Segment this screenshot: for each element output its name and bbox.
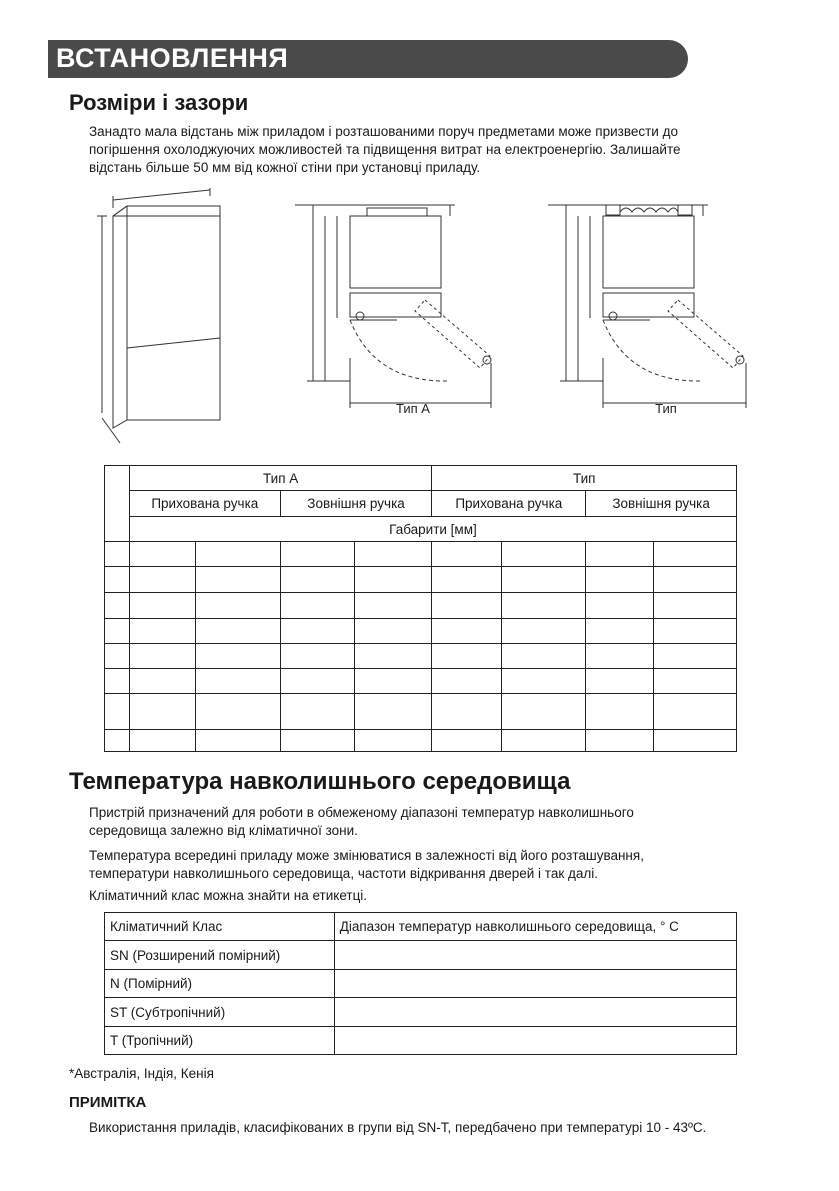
table-row [105,941,737,970]
temperature-heading: Температура навколишнього середовища [69,768,571,795]
table-header-external-handle-a: Зовнішня ручка [280,491,432,517]
note-text: Використання приладів, класифікованих в групи від SN-T, передбачено при температурі 10 - 43ºC. [89,1120,707,1135]
temperature-paragraph-3: Кліматичний клас можна знайти на етикетці. [89,888,368,903]
banner-title: ВСТАНОВЛЕННЯ [56,43,289,73]
table-header-dimensions-unit: Габарити [мм] [129,517,736,542]
climate-range-cell [334,998,736,1027]
climate-range-cell [334,941,736,970]
climate-class-cell: ST (Субтропічний) [105,998,335,1027]
type-b-label: Тип [655,401,677,413]
footnote: *Австралія, Індія, Кенія [69,1066,214,1081]
climate-class-table [104,912,737,1055]
climate-header-class: Кліматичний Клас [105,913,335,941]
table-row [105,567,737,593]
table-header-hidden-handle-a: Прихована ручка [129,491,280,517]
table-row [105,1027,737,1055]
climate-class-cell: N (Помірний) [105,970,335,998]
temperature-paragraph-1 [89,804,789,840]
table-row [105,730,737,752]
table-row [105,998,737,1027]
table-header-type-b: Тип [432,466,737,491]
temperature-paragraph-line: середовища залежно від кліматичної зони. [89,823,358,838]
table-row [105,593,737,619]
temperature-paragraph-line: Температура всередині приладу може змінюватися в залежності від його розташування, [89,848,644,863]
table-row [105,644,737,669]
table-row [105,669,737,694]
climate-class-cell: SN (Розширений помірний) [105,941,335,970]
fridge-perspective-drawing [85,188,245,448]
temperature-paragraph-line: температури навколишнього середовища, частоти відкривання дверей і так далі. [89,866,599,881]
table-row [105,619,737,644]
type-a-side-view-drawing [295,198,505,413]
table-header-external-handle-b: Зовнішня ручка [586,491,737,517]
temperature-paragraph-line: Пристрій призначений для роботи в обмеженому діапазоні температур навколишнього [89,805,634,820]
dimensions-paragraph-line: відстань більше 50 мм від кожної стіни при установці приладу. [89,160,481,175]
dimensions-heading: Розміри і зазори [69,90,249,115]
climate-class-cell: T (Тропічний) [105,1027,335,1055]
dimensions-paragraph-line: Занадто мала відстань між приладом і розташованими поруч предметами може призвести до [89,124,678,139]
dimensions-table [104,465,737,752]
table-header-hidden-handle-b: Прихована ручка [432,491,586,517]
climate-range-cell [334,970,736,998]
table-row [105,694,737,730]
table-corner-cell [105,466,130,542]
type-b-side-view-drawing [548,198,758,413]
table-header-type-a: Тип A [129,466,432,491]
dimensions-paragraph [89,123,789,177]
dimensions-paragraph-line: погіршення охолоджуючих можливостей та підвищення витрат на електроенергію. Залишайте [89,142,681,157]
type-a-label: Тип A [396,401,430,413]
climate-header-range: Діапазон температур навколишнього середовища, ° C [334,913,736,941]
table-row [105,970,737,998]
table-row [105,542,737,567]
climate-range-cell [334,1027,736,1055]
temperature-paragraph-2 [89,847,789,883]
note-title: ПРИМІТКА [69,1094,147,1111]
section-banner [48,40,688,78]
